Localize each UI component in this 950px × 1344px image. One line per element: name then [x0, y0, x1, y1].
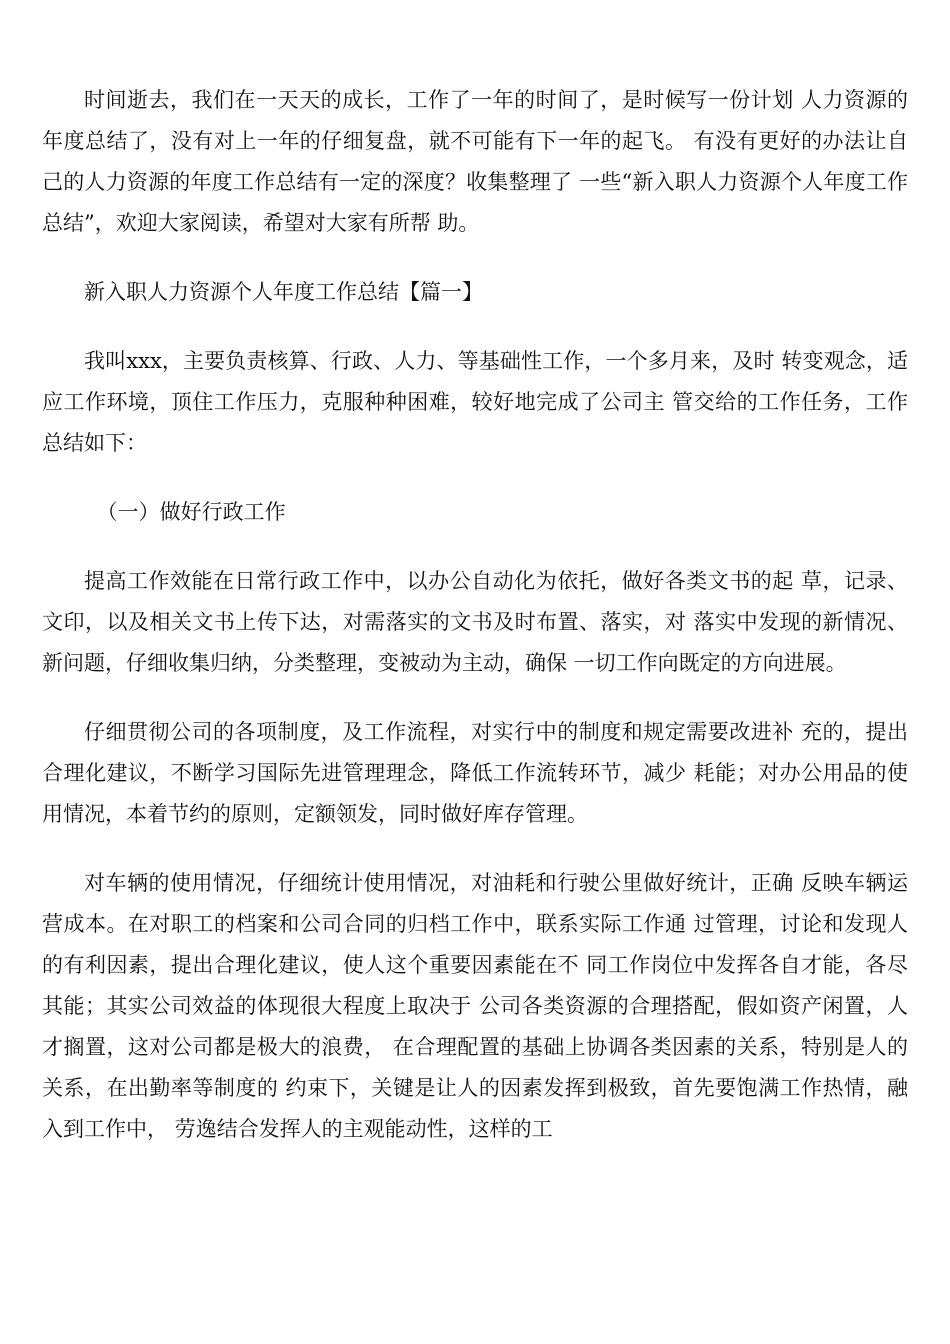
- subheading-administration: （一）做好行政工作: [96, 500, 286, 524]
- paragraph-2: 提高工作效能在日常行政工作中，以办公自动化为依托，做好各类文书的起 草，记录、文印，以及相关文书上传下达，对需落实的文书及时布置、落实，对 落实中发现的新情况、新问题，仔细收集归纳，分类整理，变被动为主动，确保 一切工作向既定的方向进展。: [42, 569, 908, 675]
- intro-paragraph: 时间逝去，我们在一天天的成长，工作了一年的时间了，是时候写一份计划 人力资源的年度总结了，没有对上一年的仔细复盘，就不可能有下一年的起飞。 有没有更好的办法让自己的人力资源的年度工作总结有一定的深度？收集整理了 一些“新入职人力资源个人年度工作总结”，欢迎大家阅读，希望对大家有所帮 助。: [42, 88, 908, 235]
- paragraph-4: 对车辆的使用情况，仔细统计使用情况，对油耗和行驶公里做好统计，正确 反映车辆运营成本。在对职工的档案和公司合同的归档工作中，联系实际工作通 过管理，讨论和发现人的有利因素，提出合理化建议，使人这个重要因素能在不 同工作岗位中发挥各自才能，各尽其能；其实公司效益的体现很大程度上取决于 公司各类资源的合理搭配，假如资产闲置，人才搁置，这对公司都是极大的浪费， 在合理配置的基础上协调各类因素的关系，特别是人的关系，在出勤率等制度的 约束下，关键是让人的因素发挥到极致，首先要饱满工作热情，融入到工作中， 劳逸结合发挥人的主观能动性，这样的工: [42, 871, 908, 1141]
- paragraph-1: 我叫xxx，主要负责核算、行政、人力、等基础性工作，一个多月来，及时 转变观念，适应工作环境，顶住工作压力，克服种种困难，较好地完成了公司主 管交给的工作任务，工作总结如下：: [42, 349, 908, 455]
- document-body: [42, 80, 908, 1150]
- section-title: 新入职人力资源个人年度工作总结【篇一】: [84, 280, 483, 304]
- paragraph-3: 仔细贯彻公司的各项制度，及工作流程，对实行中的制度和规定需要改进补 充的，提出合理化建议，不断学习国际先进管理理念，降低工作流转环节，减少 耗能；对办公用品的使用情况，本着节约的原则，定额领发，同时做好库存管理。: [42, 720, 908, 826]
